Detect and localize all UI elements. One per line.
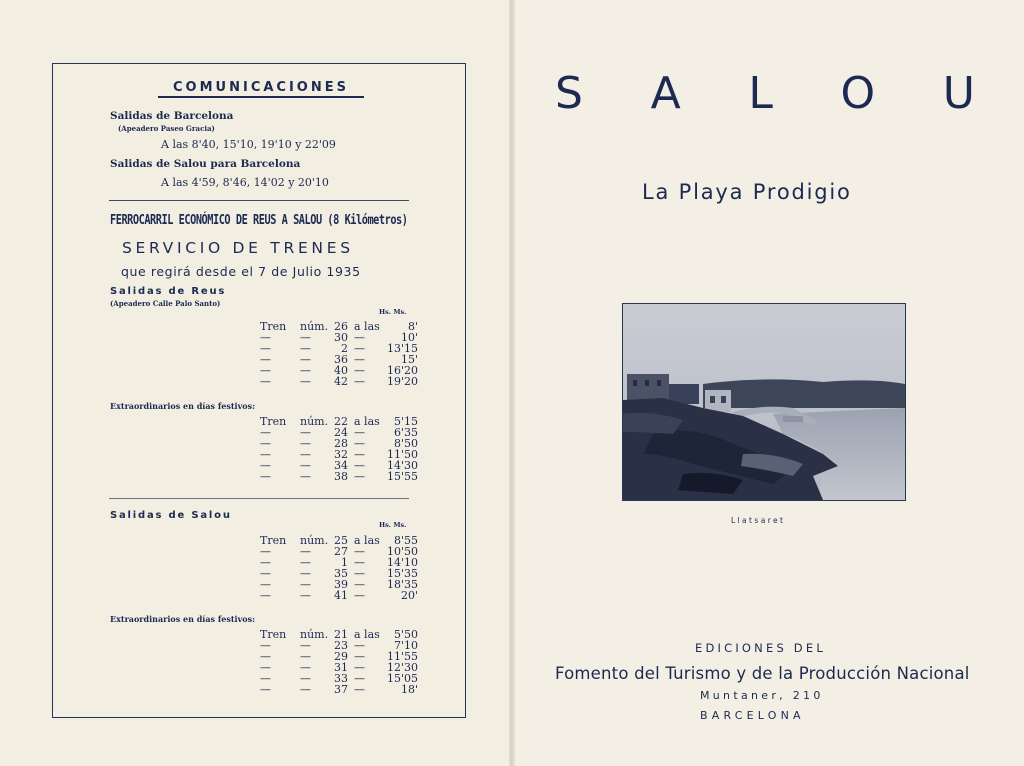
train-label: — bbox=[260, 683, 271, 697]
train-label: — bbox=[260, 459, 271, 473]
departure-time: 15'35 bbox=[386, 567, 418, 581]
number-label: — bbox=[300, 437, 311, 451]
number-label: núm. bbox=[300, 415, 329, 428]
barcelona-departures-label: Salidas de Barcelona bbox=[110, 110, 234, 122]
number-label: — bbox=[300, 567, 311, 581]
train-number: 37 bbox=[334, 683, 348, 697]
reus-departures-heading: Salidas de Reus bbox=[110, 286, 227, 297]
train-label: — bbox=[260, 556, 271, 570]
salou-to-barcelona-times: A las 4'59, 8'46, 14'02 y 20'10 bbox=[161, 176, 329, 189]
train-label: — bbox=[260, 545, 271, 559]
number-label: — bbox=[300, 683, 311, 697]
time-label: a las bbox=[354, 415, 380, 428]
time-label: a las bbox=[354, 320, 380, 333]
train-number: 24 bbox=[334, 426, 348, 440]
train-label: — bbox=[260, 470, 271, 484]
number-label: — bbox=[300, 639, 311, 653]
departure-time: 8'55 bbox=[393, 534, 418, 547]
train-number: 40 bbox=[334, 364, 348, 378]
time-label: — bbox=[354, 672, 365, 686]
train-label: — bbox=[260, 448, 271, 462]
departure-time: 6'35 bbox=[393, 426, 418, 440]
departure-time: 18' bbox=[400, 683, 418, 697]
train-label: — bbox=[260, 589, 271, 603]
time-label: a las bbox=[354, 534, 380, 547]
train-label: — bbox=[260, 342, 271, 356]
train-label: Tren bbox=[260, 320, 287, 333]
departure-time: 10'50 bbox=[386, 545, 418, 559]
time-label: — bbox=[354, 545, 365, 559]
train-number: 32 bbox=[334, 448, 348, 462]
time-label: — bbox=[354, 353, 365, 367]
number-label: — bbox=[300, 448, 311, 462]
title-letter: U bbox=[942, 68, 975, 119]
ediciones-label: EDICIONES DEL bbox=[695, 641, 826, 655]
number-label: — bbox=[300, 578, 311, 592]
reus-station-label: (Apeadero Calle Palo Santo) bbox=[110, 299, 221, 308]
salou-hours-minutes-header: Hs. Ms. bbox=[379, 521, 407, 529]
time-label: — bbox=[354, 448, 365, 462]
train-number: 33 bbox=[334, 672, 348, 686]
number-label: — bbox=[300, 353, 311, 367]
departure-time: 5'15 bbox=[393, 415, 418, 428]
train-number: 34 bbox=[334, 459, 348, 473]
time-label: — bbox=[354, 567, 365, 581]
train-label: — bbox=[260, 437, 271, 451]
train-number: 21 bbox=[334, 628, 348, 641]
time-label: — bbox=[354, 470, 365, 484]
time-label: — bbox=[354, 426, 365, 440]
publisher-city: BARCELONA bbox=[700, 709, 805, 722]
train-label: — bbox=[260, 639, 271, 653]
time-label: a las bbox=[354, 628, 380, 641]
time-label: — bbox=[354, 375, 365, 389]
salou-departures-heading: Salidas de Salou bbox=[110, 510, 232, 521]
publisher-name: Fomento del Turismo y de la Producción Nacional bbox=[555, 664, 970, 683]
number-label: — bbox=[300, 672, 311, 686]
number-label: — bbox=[300, 556, 311, 570]
time-label: — bbox=[354, 578, 365, 592]
number-label: — bbox=[300, 375, 311, 389]
section-divider bbox=[109, 200, 409, 201]
cover-title bbox=[555, 68, 975, 119]
departure-time: 11'50 bbox=[386, 448, 418, 462]
train-label: Tren bbox=[260, 628, 287, 641]
train-label: — bbox=[260, 672, 271, 686]
salou-extra-label: Extraordinarios en días festivos: bbox=[110, 614, 256, 624]
train-label: — bbox=[260, 426, 271, 440]
publisher-address: Muntaner, 210 bbox=[700, 689, 824, 702]
departure-time: 8'50 bbox=[393, 437, 418, 451]
photo-caption: Llatsaret bbox=[731, 516, 786, 525]
reus-hours-minutes-header: Hs. Ms. bbox=[379, 308, 407, 316]
train-label: — bbox=[260, 661, 271, 675]
number-label: — bbox=[300, 589, 311, 603]
number-label: — bbox=[300, 331, 311, 345]
time-label: — bbox=[354, 683, 365, 697]
train-number: 25 bbox=[334, 534, 348, 547]
departure-time: 5'50 bbox=[393, 628, 418, 641]
train-number: 35 bbox=[334, 567, 348, 581]
number-label: — bbox=[300, 661, 311, 675]
train-label: — bbox=[260, 353, 271, 367]
number-label: — bbox=[300, 342, 311, 356]
departure-time: 18'35 bbox=[386, 578, 418, 592]
title-letter: S bbox=[555, 68, 583, 119]
train-number: 23 bbox=[334, 639, 348, 653]
title-letter: L bbox=[748, 68, 773, 119]
train-number: 28 bbox=[334, 437, 348, 451]
validity-date: que regirá desde el 7 de Julio 1935 bbox=[121, 264, 361, 279]
train-label: Tren bbox=[260, 534, 287, 547]
departure-time: 10' bbox=[400, 331, 418, 345]
comunicaciones-title: COMUNICACIONES bbox=[158, 80, 364, 98]
departure-time: 13'15 bbox=[386, 342, 418, 356]
train-label: — bbox=[260, 567, 271, 581]
time-label: — bbox=[354, 342, 365, 356]
train-label: — bbox=[260, 578, 271, 592]
train-label: — bbox=[260, 364, 271, 378]
departure-time: 19'20 bbox=[386, 375, 418, 389]
departure-time: 14'30 bbox=[386, 459, 418, 473]
train-number: 26 bbox=[334, 320, 348, 333]
llatsaret-photo bbox=[622, 303, 906, 501]
time-label: — bbox=[354, 639, 365, 653]
servicio-title: SERVICIO DE TRENES bbox=[122, 239, 354, 257]
train-label: — bbox=[260, 375, 271, 389]
time-label: — bbox=[354, 650, 365, 664]
train-number: 41 bbox=[334, 589, 348, 603]
time-label: — bbox=[354, 589, 365, 603]
number-label: — bbox=[300, 545, 311, 559]
number-label: — bbox=[300, 364, 311, 378]
departure-time: 15'05 bbox=[386, 672, 418, 686]
time-label: — bbox=[354, 459, 365, 473]
time-label: — bbox=[354, 364, 365, 378]
train-number: 39 bbox=[334, 578, 348, 592]
train-number: 42 bbox=[334, 375, 348, 389]
barcelona-station-label: (Apeadero Paseo Gracia) bbox=[118, 124, 215, 133]
train-number: 27 bbox=[334, 545, 348, 559]
reus-extra-label: Extraordinarios en días festivos: bbox=[110, 401, 256, 411]
train-number: 29 bbox=[334, 650, 348, 664]
number-label: núm. bbox=[300, 534, 329, 547]
time-label: — bbox=[354, 437, 365, 451]
train-number: 1 bbox=[341, 556, 348, 570]
train-number: 36 bbox=[334, 353, 348, 367]
time-label: — bbox=[354, 331, 365, 345]
number-label: — bbox=[300, 470, 311, 484]
time-label: — bbox=[354, 556, 365, 570]
departure-time: 7'10 bbox=[393, 639, 418, 653]
train-label: Tren bbox=[260, 415, 287, 428]
departure-time: 15' bbox=[400, 353, 418, 367]
departure-time: 20' bbox=[400, 589, 418, 603]
train-label: — bbox=[260, 650, 271, 664]
departure-time: 12'30 bbox=[386, 661, 418, 675]
title-letter: O bbox=[840, 68, 876, 119]
number-label: — bbox=[300, 459, 311, 473]
departure-time: 11'55 bbox=[386, 650, 418, 664]
departure-time: 8' bbox=[407, 320, 418, 333]
cover-subtitle: La Playa Prodigio bbox=[642, 180, 852, 204]
number-label: — bbox=[300, 650, 311, 664]
page-fold bbox=[509, 0, 515, 766]
number-label: — bbox=[300, 426, 311, 440]
train-number: 38 bbox=[334, 470, 348, 484]
train-number: 30 bbox=[334, 331, 348, 345]
departure-time: 16'20 bbox=[386, 364, 418, 378]
train-number: 22 bbox=[334, 415, 348, 428]
time-label: — bbox=[354, 661, 365, 675]
train-number: 31 bbox=[334, 661, 348, 675]
ferrocarril-title: FERROCARRIL ECONÓMICO DE REUS A SALOU (8 Kilómetros) bbox=[110, 212, 408, 228]
barcelona-departure-times: A las 8'40, 15'10, 19'10 y 22'09 bbox=[161, 138, 336, 151]
departure-time: 14'10 bbox=[386, 556, 418, 570]
number-label: núm. bbox=[300, 628, 329, 641]
salou-to-barcelona-label: Salidas de Salou para Barcelona bbox=[110, 158, 301, 170]
section-divider bbox=[109, 498, 409, 499]
train-label: — bbox=[260, 331, 271, 345]
number-label: núm. bbox=[300, 320, 329, 333]
train-number: 2 bbox=[341, 342, 348, 356]
title-letter: A bbox=[650, 68, 681, 119]
departure-time: 15'55 bbox=[386, 470, 418, 484]
